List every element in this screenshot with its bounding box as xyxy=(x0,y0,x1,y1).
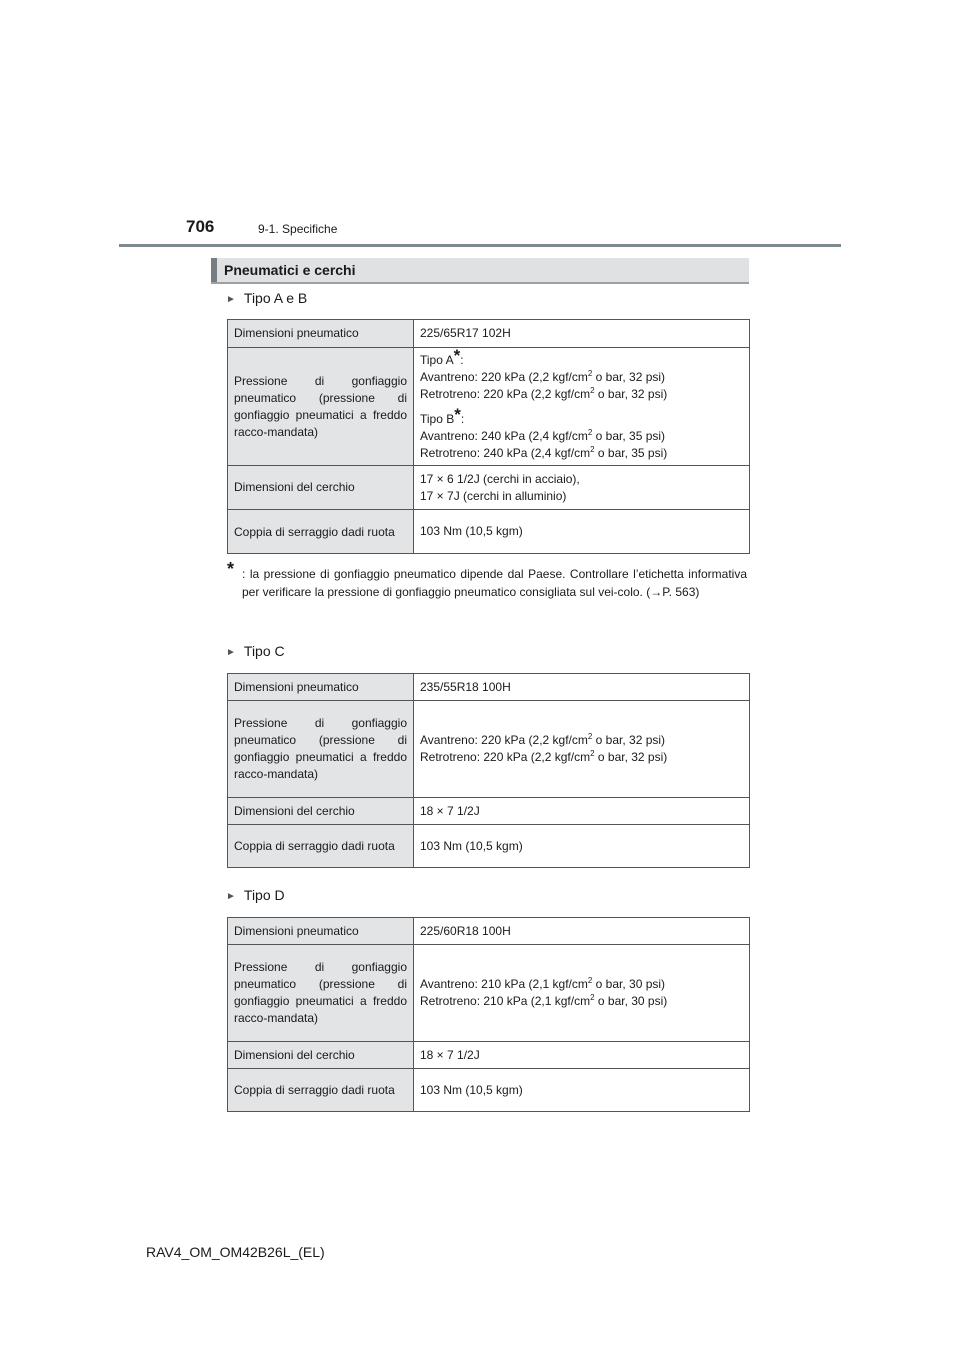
table-row xyxy=(228,945,750,1042)
torque-label: Coppia di serraggio dadi ruota xyxy=(228,1069,414,1112)
rim-size-line-1: 17 × 6 1/2J (cerchi in acciaio), xyxy=(420,471,580,486)
header-rule xyxy=(119,244,841,247)
tire-size-value: 235/55R18 100H xyxy=(414,674,750,701)
pressure-front: Avantreno: 220 kPa (2,2 kgf/$cm^2$ o bar, 32 psi) xyxy=(420,732,666,747)
table-row xyxy=(228,798,750,825)
type-b-front: Avantreno: 240 kPa (2,4 kgf/$cm^2$ o bar, 35 psi) xyxy=(420,427,666,443)
pressure-label: Pressione di gonfiaggio pneumatico (pressione di gonfiaggio pneumatici a freddo racco-mandata) xyxy=(228,348,414,466)
pressure-value xyxy=(414,701,750,798)
type-b-rear: Retrotreno: 240 kPa (2,4 kgf/$cm^2$ o bar, 35 psi) xyxy=(420,444,668,460)
table-row xyxy=(228,918,750,945)
rim-size-value xyxy=(414,466,750,510)
asterisk-mark: * xyxy=(454,404,461,424)
footnote xyxy=(227,559,747,601)
arrow-right-icon: ► xyxy=(226,891,236,902)
torque-value: 103 Nm (10,5 kgm) xyxy=(414,1069,750,1112)
rim-size-label: Dimensioni del cerchio xyxy=(228,466,414,510)
type-heading-d xyxy=(226,887,285,903)
type-heading-label: Tipo A e B xyxy=(243,290,308,306)
pressure-rear: Retrotreno: 220 kPa (2,2 kgf/$cm^2$ o bar, 32 psi) xyxy=(420,749,668,764)
rim-size-line-2: 17 × 7J (cerchi in alluminio) xyxy=(420,488,567,503)
footnote-mark: * xyxy=(227,559,235,579)
type-a-label: Tipo A xyxy=(420,352,454,367)
table-row xyxy=(228,348,750,466)
spec-table-a-b xyxy=(227,319,750,554)
tire-size-label: Dimensioni pneumatico xyxy=(228,918,414,945)
table-row xyxy=(228,1042,750,1069)
torque-value: 103 Nm (10,5 kgm) xyxy=(414,510,750,554)
asterisk-mark: * xyxy=(453,345,461,365)
torque-label: Coppia di serraggio dadi ruota xyxy=(228,510,414,554)
table-row xyxy=(228,1069,750,1112)
section-label: 9-1. Specifiche xyxy=(258,222,338,236)
table-row xyxy=(228,320,750,348)
rim-size-label: Dimensioni del cerchio xyxy=(228,798,414,825)
type-b-line: Tipo B*: xyxy=(420,404,465,426)
arrow-right-icon: ► xyxy=(226,647,236,658)
tire-size-value: 225/60R18 100H xyxy=(414,918,750,945)
torque-value: 103 Nm (10,5 kgm) xyxy=(414,825,750,868)
type-heading-label: Tipo D xyxy=(243,887,285,903)
type-a-rear: Retrotreno: 220 kPa (2,2 kgf/$cm^2$ o bar, 32 psi) xyxy=(420,385,668,401)
table-row xyxy=(228,510,750,554)
pressure-value xyxy=(414,945,750,1042)
pressure-rear: Retrotreno: 210 kPa (2,1 kgf/$cm^2$ o bar, 30 psi) xyxy=(420,993,668,1008)
footnote-text: : la pressione di gonfiaggio pneumatico dipende dal Paese. Controllare l’etichetta informativa per verificare la pressione di gonfiaggio pneumatico consigliata sul vei-colo. (→P. 563) xyxy=(242,567,747,599)
type-heading-c xyxy=(226,643,285,659)
spec-table-d xyxy=(227,917,750,1112)
table-row xyxy=(228,466,750,510)
type-heading-label: Tipo C xyxy=(243,643,285,659)
type-a-line: Tipo A*: xyxy=(420,345,464,367)
rim-size-label: Dimensioni del cerchio xyxy=(228,1042,414,1069)
page-number: 706 xyxy=(186,217,215,236)
spec-table-c xyxy=(227,673,750,868)
tire-size-label: Dimensioni pneumatico xyxy=(228,320,414,348)
table-row xyxy=(228,825,750,868)
section-title-bar xyxy=(211,258,749,284)
table-row xyxy=(228,674,750,701)
tire-size-label: Dimensioni pneumatico xyxy=(228,674,414,701)
type-heading-a-b xyxy=(226,290,307,306)
arrow-right-icon: ► xyxy=(226,294,236,305)
type-a-front: Avantreno: 220 kPa (2,2 kgf/$cm^2$ o bar, 32 psi) xyxy=(420,368,666,384)
torque-label: Coppia di serraggio dadi ruota xyxy=(228,825,414,868)
pressure-label: Pressione di gonfiaggio pneumatico (pressione di gonfiaggio pneumatici a freddo racco-mandata) xyxy=(228,701,414,798)
section-title: Pneumatici e cerchi xyxy=(224,262,356,278)
pressure-value xyxy=(414,345,750,466)
type-b-label: Tipo B xyxy=(420,411,455,426)
rim-size-value: 18 × 7 1/2J xyxy=(414,798,750,825)
rim-size-value: 18 × 7 1/2J xyxy=(414,1042,750,1069)
tire-size-value: 225/65R17 102H xyxy=(414,320,750,348)
title-accent xyxy=(211,258,217,282)
pressure-label: Pressione di gonfiaggio pneumatico (pressione di gonfiaggio pneumatici a freddo racco-mandata) xyxy=(228,945,414,1042)
pressure-front: Avantreno: 210 kPa (2,1 kgf/$cm^2$ o bar, 30 psi) xyxy=(420,976,666,991)
table-row xyxy=(228,701,750,798)
document-code: RAV4_OM_OM42B26L_(EL) xyxy=(146,1244,325,1260)
